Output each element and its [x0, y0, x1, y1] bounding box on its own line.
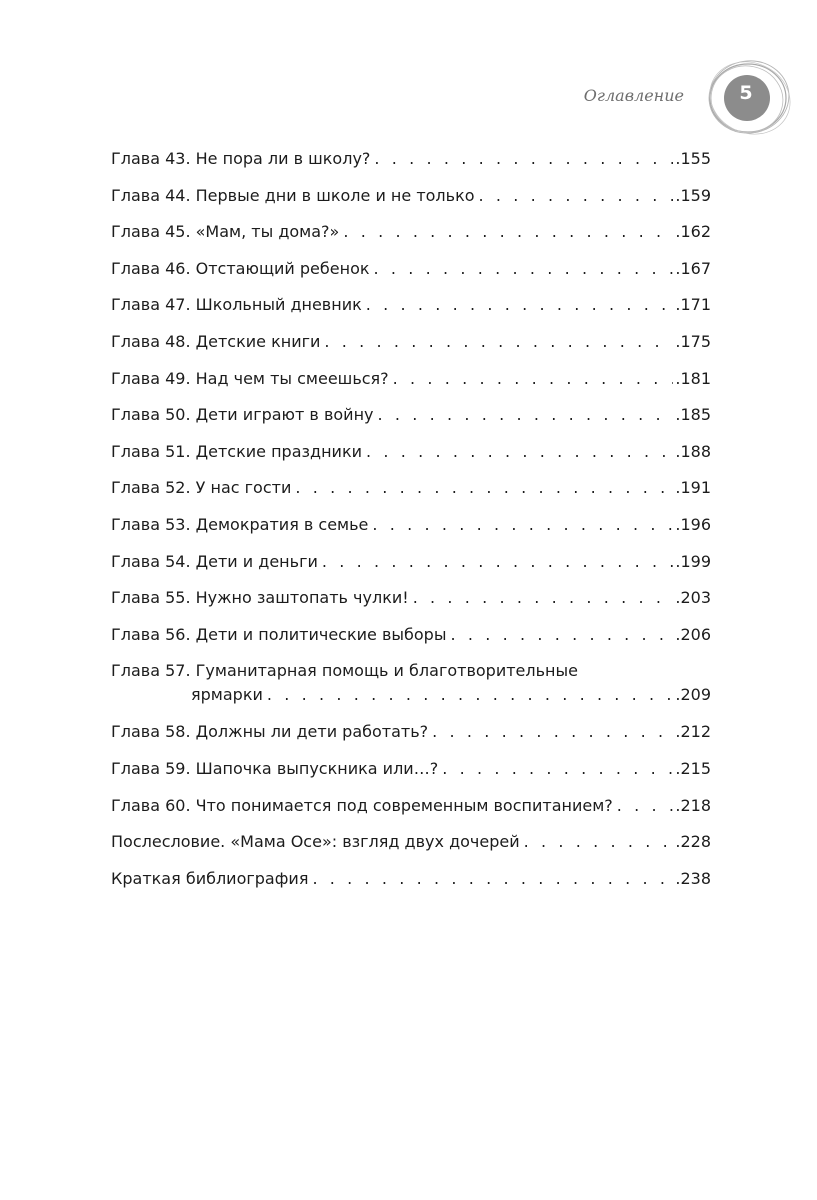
- toc-entry-page: .209: [675, 685, 711, 705]
- dot-leader: [343, 219, 673, 245]
- toc-entry-page: .212: [675, 722, 711, 742]
- toc-entry: [111, 475, 711, 512]
- toc-entry-page: .155: [675, 149, 711, 168]
- toc-entry: [111, 793, 711, 830]
- dot-leader: [374, 146, 673, 172]
- toc-entry: [111, 756, 711, 793]
- dot-leader: [372, 512, 673, 538]
- toc-entry: [111, 402, 711, 439]
- toc-entry: [111, 866, 711, 903]
- toc-entry-title: Глава 53. Демократия в семье: [111, 514, 369, 534]
- dot-leader: [617, 793, 674, 819]
- toc-entry-title: Глава 44. Первые дни в школе и не только: [111, 185, 475, 205]
- toc-entry: [111, 329, 711, 366]
- dot-leader: [442, 756, 673, 782]
- toc-entry: [111, 719, 711, 756]
- toc-entry: [111, 585, 711, 622]
- toc-entry-title: Глава 59. Шапочка выпускника или…?: [111, 758, 439, 778]
- toc-entry: [111, 256, 711, 293]
- dot-leader: [324, 329, 673, 355]
- toc-entry: [111, 146, 711, 183]
- section-title: Оглавление: [583, 86, 684, 105]
- toc-entry-page: .215: [675, 758, 711, 778]
- toc-entry: [111, 439, 711, 476]
- toc-entry-title: Глава 43. Не пора ли в школу?: [111, 149, 371, 168]
- toc-entry-page: .218: [675, 795, 711, 815]
- toc-entry-page: .188: [675, 441, 711, 461]
- toc-entry-page: .196: [675, 514, 711, 534]
- toc-entry-title: Глава 58. Должны ли дети работать?: [111, 722, 429, 742]
- toc-entry-page: .162: [675, 222, 711, 242]
- page-number: 5: [739, 82, 753, 104]
- toc-entry-title: Послесловие. «Мама Осе»: взгляд двух дочерей: [111, 832, 520, 852]
- toc-entry: [111, 292, 711, 329]
- toc-entry: [111, 183, 711, 220]
- toc-entry-page: .199: [675, 551, 711, 571]
- toc-entry-title: Краткая библиография: [111, 868, 309, 888]
- dot-leader: [374, 256, 674, 282]
- dot-leader: [413, 585, 674, 611]
- toc-entry-title: Глава 52. У нас гости: [111, 478, 292, 498]
- toc-entry-page: .228: [675, 832, 711, 852]
- toc-entry: [111, 549, 711, 586]
- toc-entry-title: Глава 45. «Мам, ты дома?»: [111, 222, 340, 242]
- dot-leader: [366, 439, 673, 465]
- toc-entry-title: Глава 54. Дети и деньги: [111, 551, 318, 571]
- toc-entry-title: Глава 50. Дети играют в войну: [111, 405, 374, 425]
- toc-entry-title: Глава 56. Дети и политические выборы: [111, 624, 447, 644]
- dot-leader: [393, 366, 674, 392]
- toc-entry-title: Глава 46. Отстающий ребенок: [111, 258, 370, 278]
- toc-entry-page: .206: [675, 624, 711, 644]
- dot-leader: [479, 183, 674, 209]
- dot-leader: [378, 402, 674, 428]
- toc-entry-title: Глава 60. Что понимается под современным воспитанием?: [111, 795, 613, 815]
- toc-entry: [111, 219, 711, 256]
- toc-entry-title: Глава 57. Гуманитарная помощь и благотворительные: [111, 661, 578, 681]
- toc-entry-title: Глава 49. Над чем ты смеешься?: [111, 368, 389, 388]
- dot-leader: [322, 549, 674, 575]
- toc-entry-page: .175: [675, 331, 711, 351]
- toc-entry-page: .181: [675, 368, 711, 388]
- toc-entry-page: .191: [675, 478, 711, 498]
- dot-leader: [295, 475, 673, 501]
- toc-entry-title-continued: ярмарки: [191, 685, 263, 705]
- toc-entry-title: Глава 48. Детские книги: [111, 331, 321, 351]
- toc-entry-page: .167: [675, 258, 711, 278]
- toc-entry-page: .203: [675, 588, 711, 608]
- dot-leader: [450, 622, 673, 648]
- dot-leader: [267, 682, 674, 708]
- dot-leader: [366, 292, 674, 318]
- toc-entry: [111, 512, 711, 549]
- toc-entry: [111, 658, 711, 719]
- toc-entry-title: Глава 51. Детские праздники: [111, 441, 363, 461]
- toc-entry-page: .159: [675, 185, 711, 205]
- toc-entry-page: .238: [675, 868, 711, 888]
- dot-leader: [432, 719, 673, 745]
- toc-entry-page: .171: [675, 295, 711, 315]
- toc-entry: [111, 829, 711, 866]
- toc-entry: [111, 622, 711, 659]
- dot-leader: [524, 829, 674, 855]
- table-of-contents: [111, 146, 711, 902]
- toc-entry-title: Глава 47. Школьный дневник: [111, 295, 362, 315]
- dot-leader: [312, 866, 673, 892]
- toc-entry-title: Глава 55. Нужно заштопать чулки!: [111, 588, 409, 608]
- toc-entry: [111, 366, 711, 403]
- toc-entry-page: .185: [675, 405, 711, 425]
